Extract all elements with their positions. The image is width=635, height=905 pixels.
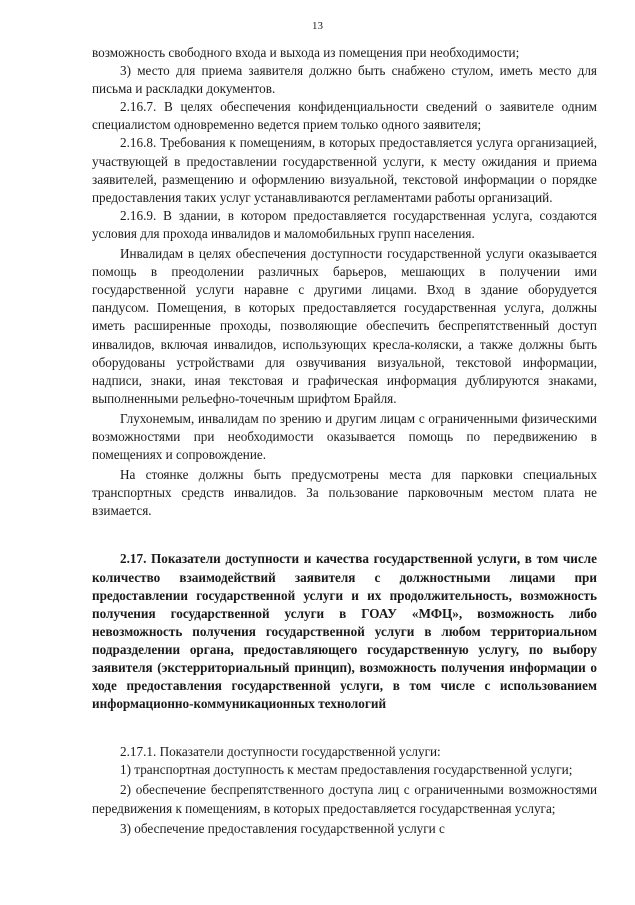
paragraph: 2.17.1. Показатели доступности государственной услуги:	[120, 744, 441, 760]
paragraph: Глухонемым, инвалидам по зрению и другим лицам с ограниченными физическими возможностями при необходимости оказывается помощь по передвижению в помещениях и сопровождение.	[92, 410, 597, 463]
paragraph: 2.16.9. В здании, в котором предоставляется государственная услуга, создаются условия для прохода инвалидов и маломобильных групп населения.	[92, 207, 597, 241]
page-number: 13	[312, 20, 323, 32]
paragraph: 3) место для приема заявителя должно быть снабжено стулом, иметь место для письма и раскладки документов.	[92, 63, 597, 97]
paragraph: 1) транспортная доступность к местам предоставления государственной услуги;	[120, 762, 573, 778]
paragraph: 2) обеспечение беспрепятственного доступа лиц с ограниченными возможностями передвижения к помещениям, в которых предоставляется государственная услуга;	[92, 782, 597, 816]
section-heading: 2.17. Показатели доступности и качества государственной услуги, в том числе количество взаимодействий заявителя с должностными лицами при предоставлении государственной услуги и их продолжительность, возможность получения государственной услуги в ГОАУ «МФЦ», возможность либо невозможность получения государственной услуги в любом территориальном подразделении органа, предоставляющего государственную услугу, по выбору заявителя (экстерриториальный принцип), возможность получения информации о ходе предоставления государственной услуги, в том числе с использованием информационно-коммуникационных технологий	[92, 551, 597, 712]
paragraph: 2.16.7. В целях обеспечения конфиденциальности сведений о заявителе одним специалистом одновременно ведется прием только одного заявителя;	[92, 99, 597, 133]
paragraph: 3) обеспечение предоставления государственной услуги с	[120, 820, 445, 836]
paragraph: На стоянке должны быть предусмотрены места для парковки специальных транспортных средств инвалидов. За пользование парковочным местом плата не взимается.	[92, 467, 597, 519]
paragraph: Инвалидам в целях обеспечения доступности государственной услуги оказывается помощь в преодолении различных барьеров, мешающих в получении ими государственной услуги наравне с другими лицами. Вход в здание оборудуется пандусом. Помещения, в которых предоставляется государственная услуга, должны иметь расширенные проходы, позволяющие обеспечить беспрепятственный доступ инвалидов, включая инвалидов, использующих кресла-коляски, а также должны быть оборудованы устройствами для озвучивания визуальной, текстовой информации, надписи, знаки, иная текстовая и графическая информация дублируются знаками, выполненными рельефно-точечным шрифтом Брайля.	[92, 246, 597, 406]
document-body	[92, 44, 597, 838]
paragraph: возможность свободного входа и выхода из помещения при необходимости;	[92, 45, 520, 60]
paragraph: 2.16.8. Требования к помещениям, в которых предоставляется услуга организацией, участвующей в предоставлении государственной услуги, к месту ожидания и приема заявителей, размещению и оформлению визуальной, текстовой информации о порядке предоставления таких услуг устанавливаются регламентами работы организаций.	[92, 135, 597, 205]
